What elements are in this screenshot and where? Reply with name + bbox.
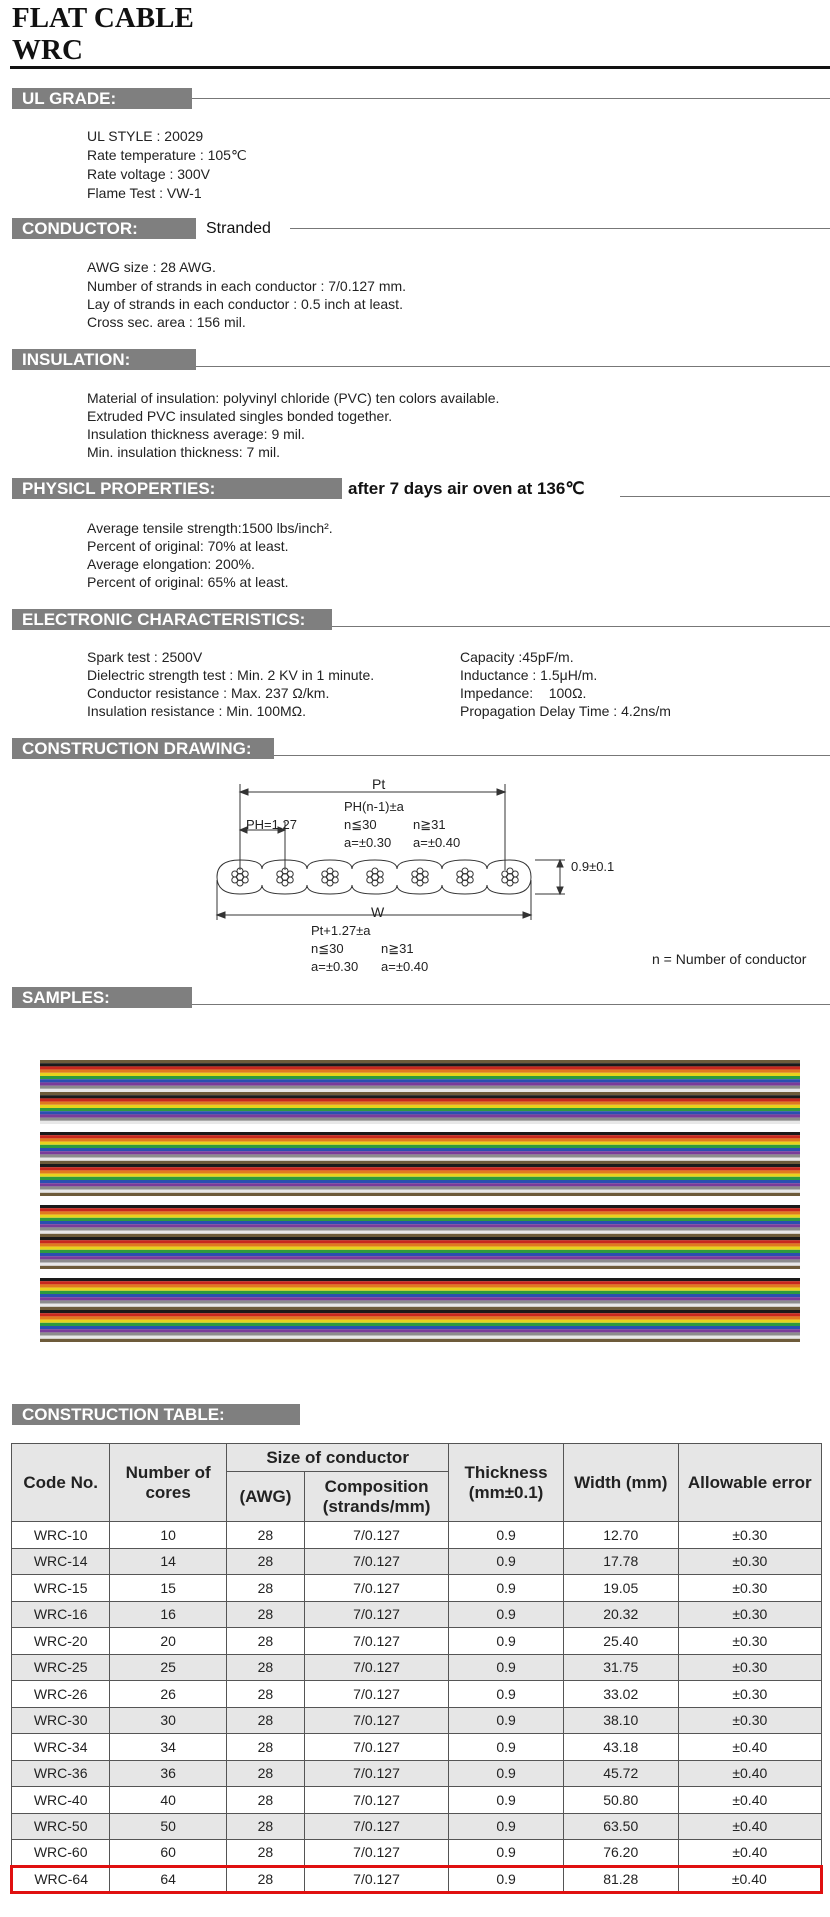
insulation-line: Insulation thickness average: 9 mil. (87, 426, 305, 442)
table-cell: 7/0.127 (304, 1760, 448, 1787)
wire-stripe (40, 1256, 800, 1259)
table-cell: WRC-30 (12, 1707, 110, 1734)
section-rule (274, 755, 830, 756)
wire-stripe (40, 1076, 800, 1079)
table-cell: 0.9 (449, 1840, 564, 1867)
wire-stripe (40, 1063, 800, 1066)
table-row (12, 1548, 822, 1575)
section-rule (192, 98, 830, 99)
wire-stripe (40, 1237, 800, 1240)
wire-stripe (40, 1161, 800, 1164)
wire-stripe (40, 1186, 800, 1189)
table-row (12, 1681, 822, 1708)
wire-stripe (40, 1313, 800, 1316)
ribbon-cable-sample-photo (40, 1050, 800, 1350)
w-label: W (371, 904, 385, 920)
table-cell: 0.9 (449, 1734, 564, 1761)
table-cell: WRC-14 (12, 1548, 110, 1575)
wire-stripe (40, 1118, 800, 1121)
table-cell: 19.05 (563, 1575, 678, 1602)
table-cell: 28 (227, 1681, 305, 1708)
table-cell: 20 (110, 1628, 227, 1655)
table-cell: ±0.30 (678, 1522, 821, 1549)
conductor-line: AWG size : 28 AWG. (87, 259, 216, 275)
table-cell: 20.32 (563, 1601, 678, 1628)
table-cell: 7/0.127 (304, 1548, 448, 1575)
table-row (12, 1787, 822, 1814)
a030-label: a=±0.30 (344, 835, 392, 850)
wire-stripe (40, 1132, 800, 1135)
table-cell: 7/0.127 (304, 1681, 448, 1708)
table-cell: 50.80 (563, 1787, 678, 1814)
table-cell: ±0.30 (678, 1601, 821, 1628)
table-cell: ±0.40 (678, 1787, 821, 1814)
table-cell: 7/0.127 (304, 1654, 448, 1681)
section-heading-electronic: ELECTRONIC CHARACTERISTICS: (12, 609, 332, 630)
table-cell: WRC-34 (12, 1734, 110, 1761)
page-title (12, 2, 194, 66)
wire-stripe (40, 1211, 800, 1214)
ribbon-cable-1 (40, 1060, 800, 1124)
table-cell: 7/0.127 (304, 1734, 448, 1761)
wire-stripe (40, 1234, 800, 1237)
wire-stripe (40, 1224, 800, 1227)
electronic-left-line: Conductor resistance : Max. 237 Ω/km. (87, 685, 330, 701)
table-cell: ±0.30 (678, 1707, 821, 1734)
table-cell: 0.9 (449, 1654, 564, 1681)
table-cell: ±0.30 (678, 1575, 821, 1602)
table-cell: 0.9 (449, 1601, 564, 1628)
table-cell: WRC-40 (12, 1787, 110, 1814)
wire-stripe (40, 1158, 800, 1161)
ribbon-cable-4 (40, 1278, 800, 1342)
table-cell: 16 (110, 1601, 227, 1628)
wire-stripe (40, 1174, 800, 1177)
table-cell: 7/0.127 (304, 1575, 448, 1602)
wire-stripe (40, 1215, 800, 1218)
n-ge31-label: n≧31 (381, 941, 414, 956)
table-cell: 7/0.127 (304, 1628, 448, 1655)
table-row (12, 1707, 822, 1734)
wire-stripe (40, 1167, 800, 1170)
wire-stripe (40, 1180, 800, 1183)
electronic-left-line: Insulation resistance : Min. 100MΩ. (87, 703, 307, 719)
wire-stripe (40, 1102, 800, 1105)
wire-stripe (40, 1323, 800, 1326)
table-row (12, 1601, 822, 1628)
table-cell: 14 (110, 1548, 227, 1575)
col-number-of-cores: Number of cores (110, 1444, 227, 1522)
wire-stripe (40, 1297, 800, 1300)
wire-stripe (40, 1259, 800, 1262)
table-row (12, 1813, 822, 1840)
table-cell: 31.75 (563, 1654, 678, 1681)
table-cell: 60 (110, 1840, 227, 1867)
table-cell: 7/0.127 (304, 1840, 448, 1867)
wire-stripe (40, 1193, 800, 1196)
title-line-1: FLAT CABLE (12, 2, 194, 34)
wire-stripe (40, 1240, 800, 1243)
wire-stripe (40, 1294, 800, 1297)
table-cell: ±0.40 (678, 1734, 821, 1761)
col-composition: Composition (strands/mm) (304, 1472, 448, 1522)
ul-grade-line: Rate voltage : 300V (87, 166, 210, 182)
electronic-right-line: Impedance: 100Ω. (460, 685, 587, 701)
conductor-count-note: n = Number of conductor (652, 951, 807, 967)
section-heading-insulation: INSULATION: (12, 349, 196, 370)
wire-stripe (40, 1092, 800, 1095)
section-heading-conductor: CONDUCTOR: (12, 218, 196, 239)
table-cell: 50 (110, 1813, 227, 1840)
wire-stripe (40, 1105, 800, 1108)
table-cell: 28 (227, 1787, 305, 1814)
section-heading-ul-grade: UL GRADE: (12, 88, 192, 109)
table-cell: ±0.30 (678, 1654, 821, 1681)
table-cell: 28 (227, 1522, 305, 1549)
wire-stripe (40, 1121, 800, 1124)
table-cell: ±0.40 (678, 1866, 821, 1893)
insulation-line: Material of insulation: polyvinyl chloride (PVC) ten colors available. (87, 390, 500, 406)
table-row (12, 1575, 822, 1602)
pt-formula-label: Pt+1.27±a (311, 923, 371, 938)
table-cell: 10 (110, 1522, 227, 1549)
table-cell: 28 (227, 1575, 305, 1602)
table-cell: 63.50 (563, 1813, 678, 1840)
table-cell: 28 (227, 1628, 305, 1655)
thickness-label: 0.9±0.1 (571, 859, 615, 874)
wire-stripe (40, 1108, 800, 1111)
table-cell: 0.9 (449, 1707, 564, 1734)
table-cell: WRC-25 (12, 1654, 110, 1681)
wire-stripe (40, 1284, 800, 1287)
table-cell: 25 (110, 1654, 227, 1681)
table-cell: 36 (110, 1760, 227, 1787)
table-cell: 81.28 (563, 1866, 678, 1893)
wire-stripe (40, 1227, 800, 1230)
table-row (12, 1840, 822, 1867)
table-cell: 28 (227, 1866, 305, 1893)
wire-stripe (40, 1300, 800, 1303)
wire-stripe (40, 1190, 800, 1193)
wire-stripe (40, 1208, 800, 1211)
wire-stripe (40, 1082, 800, 1085)
a040-label: a=±0.40 (381, 959, 429, 974)
wire-stripe (40, 1339, 800, 1342)
table-cell: 7/0.127 (304, 1866, 448, 1893)
ph-formula-label: PH(n-1)±a (344, 799, 404, 814)
wire-stripe (40, 1111, 800, 1114)
ribbon-cable-2 (40, 1132, 800, 1196)
conductor-line: Number of strands in each conductor : 7/0.127 mm. (87, 278, 407, 294)
section-rule (196, 366, 830, 367)
electronic-right-line: Inductance : 1.5μH/m. (460, 667, 598, 683)
section-heading-samples: SAMPLES: (12, 987, 192, 1008)
wire-stripe (40, 1250, 800, 1253)
table-header-row (12, 1444, 822, 1472)
table-cell: 28 (227, 1813, 305, 1840)
wire-stripe (40, 1073, 800, 1076)
n-ge31-label: n≧31 (413, 817, 446, 832)
table-cell: ±0.30 (678, 1548, 821, 1575)
table-cell: WRC-26 (12, 1681, 110, 1708)
construction-table (10, 1443, 823, 1894)
table-cell: 7/0.127 (304, 1707, 448, 1734)
table-cell: WRC-36 (12, 1760, 110, 1787)
wire-stripe (40, 1098, 800, 1101)
table-cell: 0.9 (449, 1628, 564, 1655)
table-row (12, 1522, 822, 1549)
insulation-line: Min. insulation thickness: 7 mil. (87, 444, 280, 460)
wire-stripe (40, 1291, 800, 1294)
table-row (12, 1654, 822, 1681)
table-cell: 28 (227, 1707, 305, 1734)
physical-line: Average tensile strength:1500 lbs/inch². (87, 520, 333, 536)
table-cell: 76.20 (563, 1840, 678, 1867)
insulation-line: Extruded PVC insulated singles bonded together. (87, 408, 393, 424)
section-heading-construction-table: CONSTRUCTION TABLE: (12, 1404, 300, 1425)
wire-stripe (40, 1066, 800, 1069)
title-rule (10, 66, 830, 69)
table-row (12, 1628, 822, 1655)
table-cell: ±0.30 (678, 1681, 821, 1708)
table-cell: ±0.40 (678, 1813, 821, 1840)
conductor-strands (232, 868, 518, 886)
section-heading-construction-drawing: CONSTRUCTION DRAWING: (12, 738, 274, 759)
table-cell: 17.78 (563, 1548, 678, 1575)
table-cell: 28 (227, 1734, 305, 1761)
wire-stripe (40, 1263, 800, 1266)
wire-stripe (40, 1266, 800, 1269)
cable-cross-section-drawing (200, 770, 640, 985)
conductor-line: Lay of strands in each conductor : 0.5 inch at least. (87, 296, 403, 312)
table-cell: ±0.40 (678, 1840, 821, 1867)
table-cell: WRC-15 (12, 1575, 110, 1602)
wire-stripe (40, 1243, 800, 1246)
table-cell: 28 (227, 1654, 305, 1681)
table-cell: WRC-50 (12, 1813, 110, 1840)
wire-stripe (40, 1336, 800, 1339)
col-width: Width (mm) (563, 1444, 678, 1522)
wire-stripe (40, 1281, 800, 1284)
wire-stripe (40, 1135, 800, 1138)
table-cell: 15 (110, 1575, 227, 1602)
wire-stripe (40, 1304, 800, 1307)
table-cell: 0.9 (449, 1681, 564, 1708)
table-cell: 28 (227, 1548, 305, 1575)
wire-stripe (40, 1145, 800, 1148)
electronic-left-line: Spark test : 2500V (87, 649, 203, 665)
table-cell: 7/0.127 (304, 1813, 448, 1840)
section-heading-physical-properties: PHYSICL PROPERTIES: (12, 478, 342, 499)
wire-stripe (40, 1307, 800, 1310)
cable-outline (217, 860, 531, 894)
table-cell: 28 (227, 1601, 305, 1628)
physical-condition: after 7 days air oven at 136℃ (348, 479, 585, 498)
table-cell: 26 (110, 1681, 227, 1708)
table-cell: 64 (110, 1866, 227, 1893)
electronic-left-line: Dielectric strength test : Min. 2 KV in 1 minute. (87, 667, 375, 683)
section-rule (192, 1004, 830, 1005)
wire-stripe (40, 1310, 800, 1313)
table-cell: ±0.30 (678, 1628, 821, 1655)
table-row (12, 1734, 822, 1761)
n-le30-label: n≦30 (311, 941, 344, 956)
table-cell: 28 (227, 1760, 305, 1787)
table-cell: WRC-20 (12, 1628, 110, 1655)
table-cell: WRC-64 (12, 1866, 110, 1893)
wire-stripe (40, 1154, 800, 1157)
wire-stripe (40, 1151, 800, 1154)
wire-stripe (40, 1231, 800, 1234)
wire-stripe (40, 1177, 800, 1180)
wire-stripe (40, 1288, 800, 1291)
wire-stripe (40, 1278, 800, 1281)
wire-stripe (40, 1089, 800, 1092)
wire-stripe (40, 1218, 800, 1221)
pt-label: Pt (372, 776, 386, 792)
wire-stripe (40, 1332, 800, 1335)
table-cell: 0.9 (449, 1813, 564, 1840)
table-cell: 34 (110, 1734, 227, 1761)
wire-stripe (40, 1095, 800, 1098)
table-cell: 7/0.127 (304, 1601, 448, 1628)
wire-stripe (40, 1316, 800, 1319)
table-cell: 7/0.127 (304, 1787, 448, 1814)
col-size-of-conductor: Size of conductor (227, 1444, 449, 1472)
physical-line: Percent of original: 65% at least. (87, 574, 289, 590)
wire-stripe (40, 1079, 800, 1082)
section-rule (290, 228, 830, 229)
table-row (12, 1866, 822, 1893)
table-cell: 28 (227, 1840, 305, 1867)
table-cell: 0.9 (449, 1866, 564, 1893)
wire-stripe (40, 1183, 800, 1186)
table-cell: 43.18 (563, 1734, 678, 1761)
section-rule (620, 496, 830, 497)
table-cell: 33.02 (563, 1681, 678, 1708)
wire-stripe (40, 1221, 800, 1224)
conductor-type: Stranded (206, 220, 271, 237)
table-cell: 7/0.127 (304, 1522, 448, 1549)
wire-stripe (40, 1164, 800, 1167)
a040-label: a=±0.40 (413, 835, 461, 850)
wire-stripe (40, 1320, 800, 1323)
wire-stripe (40, 1253, 800, 1256)
ph-label: PH=1.27 (246, 817, 297, 832)
electronic-right-line: Propagation Delay Time : 4.2ns/m (460, 703, 671, 719)
table-cell: 38.10 (563, 1707, 678, 1734)
wire-stripe (40, 1329, 800, 1332)
wire-stripe (40, 1086, 800, 1089)
table-cell: 45.72 (563, 1760, 678, 1787)
table-cell: ±0.40 (678, 1760, 821, 1787)
table-cell: 0.9 (449, 1787, 564, 1814)
wire-stripe (40, 1142, 800, 1145)
wire-stripe (40, 1326, 800, 1329)
n-le30-label: n≦30 (344, 817, 377, 832)
table-cell: WRC-10 (12, 1522, 110, 1549)
section-rule (332, 626, 830, 627)
table-cell: 12.70 (563, 1522, 678, 1549)
table-cell: 30 (110, 1707, 227, 1734)
physical-line: Average elongation: 200%. (87, 556, 255, 572)
wire-stripe (40, 1070, 800, 1073)
a030-label: a=±0.30 (311, 959, 359, 974)
wire-stripe (40, 1170, 800, 1173)
wire-stripe (40, 1148, 800, 1151)
ul-grade-line: Flame Test : VW-1 (87, 185, 202, 201)
col-allowable-error: Allowable error (678, 1444, 821, 1522)
table-cell: 0.9 (449, 1522, 564, 1549)
col-awg: (AWG) (227, 1472, 305, 1522)
table-row (12, 1760, 822, 1787)
col-thickness: Thickness (mm±0.1) (449, 1444, 564, 1522)
wire-stripe (40, 1060, 800, 1063)
ribbon-cable-3 (40, 1205, 800, 1269)
wire-stripe (40, 1114, 800, 1117)
wire-stripe (40, 1247, 800, 1250)
col-code-no: Code No. (12, 1444, 110, 1522)
title-line-2: WRC (12, 34, 83, 66)
conductor-line: Cross sec. area : 156 mil. (87, 314, 246, 330)
table-cell: WRC-60 (12, 1840, 110, 1867)
table-cell: 0.9 (449, 1760, 564, 1787)
ul-grade-line: UL STYLE : 20029 (87, 128, 204, 144)
physical-line: Percent of original: 70% at least. (87, 538, 289, 554)
wire-stripe (40, 1205, 800, 1208)
wire-stripe (40, 1138, 800, 1141)
table-cell: 0.9 (449, 1548, 564, 1575)
table-cell: WRC-16 (12, 1601, 110, 1628)
table-cell: 0.9 (449, 1575, 564, 1602)
table-cell: 40 (110, 1787, 227, 1814)
ul-grade-line: Rate temperature : 105℃ (87, 147, 247, 163)
table-cell: 25.40 (563, 1628, 678, 1655)
electronic-right-line: Capacity :45pF/m. (460, 649, 574, 665)
